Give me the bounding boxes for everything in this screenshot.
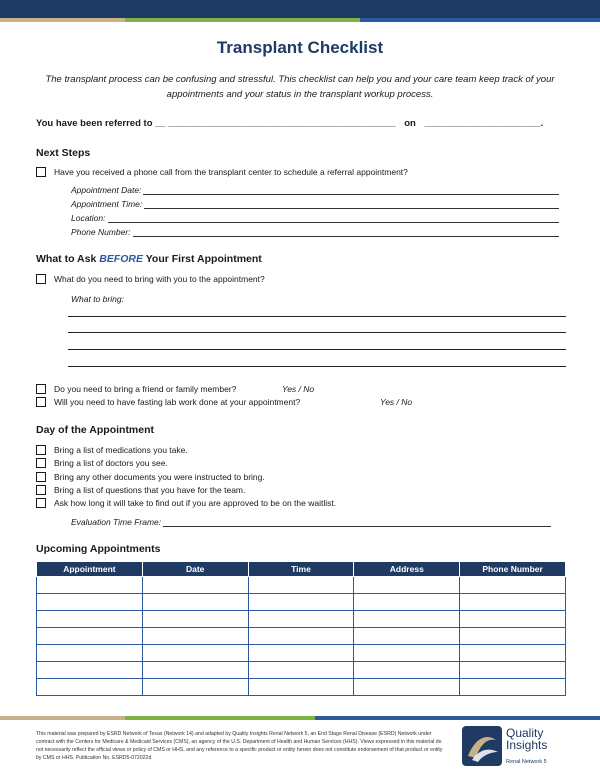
before-heading [36, 253, 262, 265]
table-cell[interactable] [142, 594, 248, 611]
table-cell[interactable] [460, 679, 566, 696]
before-heading-emph: BEFORE [99, 253, 143, 265]
column-header: Address [354, 562, 460, 577]
table-cell[interactable] [248, 594, 354, 611]
appointment-date-field[interactable] [71, 184, 559, 195]
questions-checkbox[interactable] [36, 485, 46, 495]
table-row [37, 628, 566, 645]
field-label: Appointment Date: [71, 185, 142, 195]
table-cell[interactable] [354, 577, 460, 594]
bring-line[interactable] [68, 332, 566, 333]
table-cell[interactable] [248, 628, 354, 645]
table-row [37, 611, 566, 628]
table-cell[interactable] [248, 577, 354, 594]
table-cell[interactable] [248, 645, 354, 662]
logo-name [506, 727, 547, 751]
evaluation-time-frame-field[interactable] [71, 516, 551, 527]
table-cell[interactable] [460, 662, 566, 679]
table-cell[interactable] [37, 679, 143, 696]
fasting-yes-no[interactable]: Yes / No [380, 397, 413, 407]
table-cell[interactable] [460, 611, 566, 628]
fasting-checkbox[interactable] [36, 397, 46, 407]
medications-checkbox[interactable] [36, 445, 46, 455]
table-cell[interactable] [248, 662, 354, 679]
day-item: Bring a list of medications you take. [54, 445, 188, 455]
table-cell[interactable] [460, 645, 566, 662]
top-stripe-blue [360, 18, 600, 22]
table-cell[interactable] [354, 611, 460, 628]
table-cell[interactable] [142, 662, 248, 679]
table-cell[interactable] [142, 679, 248, 696]
top-banner [0, 0, 600, 18]
bring-line[interactable] [68, 366, 566, 367]
phone-call-checkbox[interactable] [36, 167, 46, 177]
documents-checkbox[interactable] [36, 472, 46, 482]
table-cell[interactable] [248, 611, 354, 628]
phone-number-field[interactable] [71, 226, 559, 237]
table-cell[interactable] [354, 594, 460, 611]
field-label: Evaluation Time Frame: [71, 517, 162, 527]
table-cell[interactable] [142, 577, 248, 594]
table-header-row [37, 562, 566, 577]
table-cell[interactable] [460, 577, 566, 594]
bring-checkbox[interactable] [36, 274, 46, 284]
footer-stripe-tan [0, 716, 125, 720]
bring-line[interactable] [68, 316, 566, 317]
intro-text: The transplant process can be confusing and stressful. This checklist can help you and your care team keep track of your appointments and your status in the transplant workup process. [45, 74, 555, 100]
logo-line-2: Insights [506, 738, 548, 752]
before-heading-post: Your First Appointment [145, 253, 262, 265]
table-cell[interactable] [142, 645, 248, 662]
appointment-time-field[interactable] [71, 198, 559, 209]
friend-checkbox[interactable] [36, 384, 46, 394]
phone-call-question: Have you received a phone call from the transplant center to schedule a referral appointment? [54, 167, 408, 177]
table-cell[interactable] [354, 679, 460, 696]
column-header: Appointment [37, 562, 143, 577]
what-to-bring-label: What to bring: [71, 294, 124, 304]
table-row [37, 645, 566, 662]
location-field[interactable] [71, 212, 559, 223]
referral-line [36, 118, 566, 129]
table-cell[interactable] [37, 577, 143, 594]
logo-mark-icon [462, 726, 502, 766]
top-stripe-green [125, 18, 360, 22]
field-label: Appointment Time: [71, 199, 143, 209]
day-of-heading: Day of the Appointment [36, 424, 155, 436]
referral-blank-center[interactable]: __ ___________________________________________ [155, 118, 396, 129]
fasting-question: Will you need to have fasting lab work done at your appointment? [54, 397, 301, 407]
bring-question: What do you need to bring with you to the appointment? [54, 274, 265, 284]
logo-subtitle: Renal Network 5 [506, 759, 547, 765]
appointments-table [36, 561, 566, 696]
table-row [37, 594, 566, 611]
table-cell[interactable] [354, 645, 460, 662]
table-row [37, 577, 566, 594]
table-cell[interactable] [354, 628, 460, 645]
footer-stripe-green [125, 716, 315, 720]
table-cell[interactable] [460, 628, 566, 645]
table-cell[interactable] [142, 611, 248, 628]
logo-line-1: Quality [506, 726, 544, 740]
referral-prefix: You have been referred to [36, 118, 153, 129]
referral-on: on [404, 118, 416, 129]
table-cell[interactable] [37, 594, 143, 611]
field-label: Phone Number: [71, 227, 131, 237]
friend-yes-no[interactable]: Yes / No [282, 384, 315, 394]
table-cell[interactable] [37, 662, 143, 679]
page-title: Transplant Checklist [216, 38, 384, 57]
column-header: Phone Number [460, 562, 566, 577]
field-label: Location: [71, 213, 106, 223]
day-item: Bring a list of doctors you see. [54, 458, 168, 468]
column-header: Time [248, 562, 354, 577]
footer-disclaimer: This material was prepared by ESRD Network of Texas (Network 14) and adapted by Quality Insights Renal Network 5, an End Stage Renal Disease (ESRD) Network under contract with the Centers for Medicare & Medicaid Services (CMS), an agency of the U.S. Department of Health and Human Services (HHS). Views expressed in this material do not necessarily reflect the official views or policy of CMS or HHS, and any reference to a specific product or entity herein does not constitute endorsement of that product or entity by CMS or HHS. Publication No. ESRD5-072022d [36, 731, 443, 761]
top-stripe-tan [0, 18, 125, 22]
day-item: Ask how long it will take to find out if you are approved to be on the waitlist. [54, 498, 337, 508]
table-cell[interactable] [37, 628, 143, 645]
table-cell[interactable] [142, 628, 248, 645]
before-heading-pre: What to Ask [36, 253, 97, 265]
doctors-checkbox[interactable] [36, 458, 46, 468]
table-cell[interactable] [37, 611, 143, 628]
referral-blank-date[interactable]: ______________________. [424, 118, 544, 129]
table-cell[interactable] [248, 679, 354, 696]
table-cell[interactable] [37, 645, 143, 662]
footer-stripe-blue [315, 716, 600, 720]
next-steps-heading: Next Steps [36, 147, 91, 159]
day-item: Bring any other documents you were instructed to bring. [54, 472, 265, 482]
day-item: Bring a list of questions that you have for the team. [54, 485, 246, 495]
waitlist-checkbox[interactable] [36, 498, 46, 508]
table-cell[interactable] [354, 662, 460, 679]
table-cell[interactable] [460, 594, 566, 611]
column-header: Date [142, 562, 248, 577]
upcoming-heading: Upcoming Appointments [36, 543, 161, 555]
table-row [37, 679, 566, 696]
table-row [37, 662, 566, 679]
bring-line[interactable] [68, 349, 566, 350]
friend-question: Do you need to bring a friend or family member? [54, 384, 237, 394]
quality-insights-logo [462, 726, 572, 770]
